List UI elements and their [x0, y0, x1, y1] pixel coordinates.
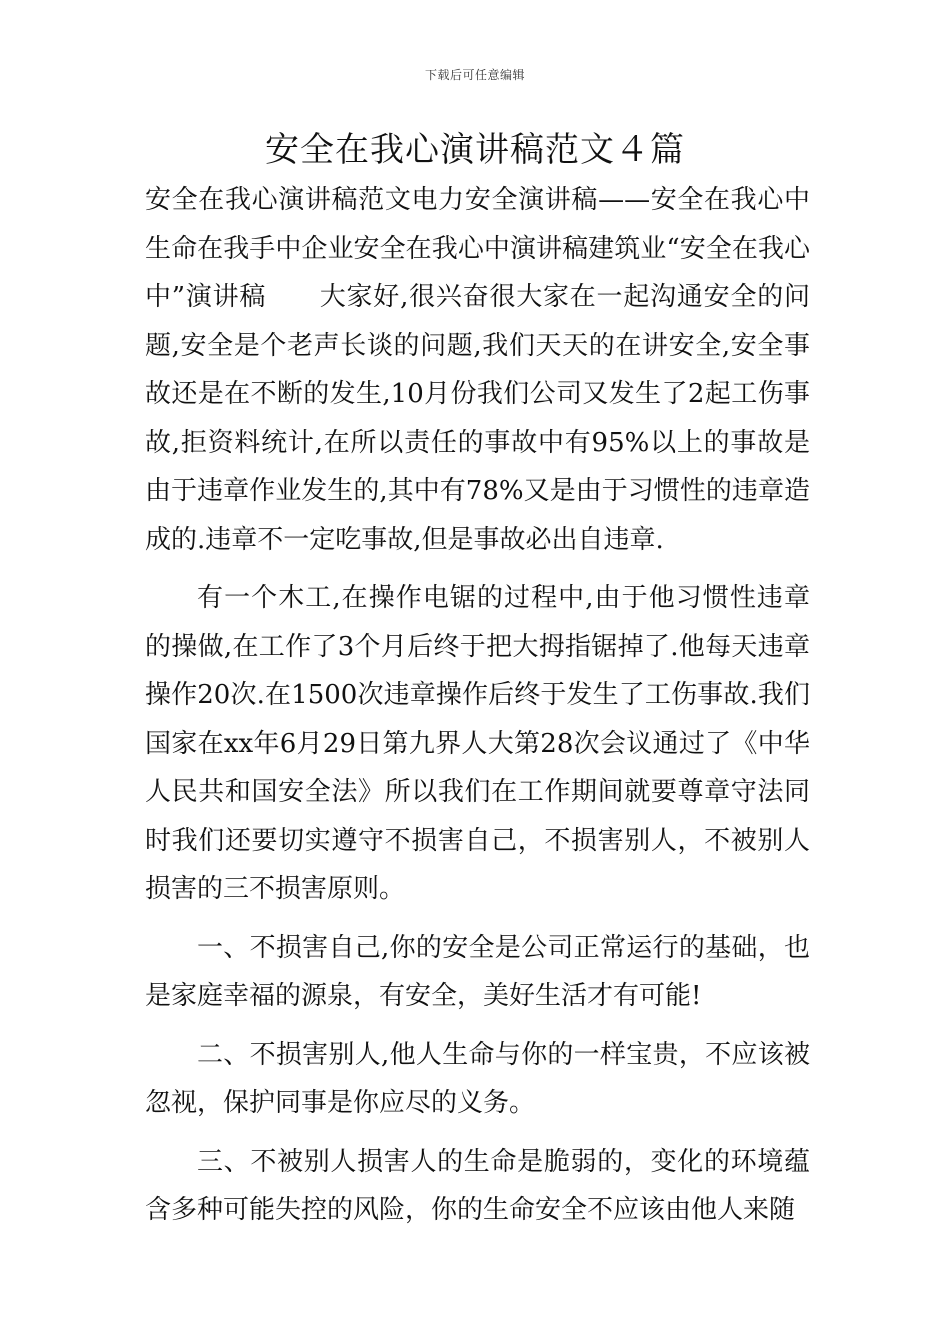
paragraph-principle-one: 一、不损害自己,你的安全是公司正常运行的基础，也是家庭幸福的源泉，有安全，美好生活才有可能!: [145, 932, 810, 1011]
paragraph-principle-two: 二、不损害别人,他人生命与你的一样宝贵，不应该被忽视，保护同事是你应尽的义务。: [145, 1039, 810, 1118]
document-title: 安全在我心演讲稿范文４篇: [265, 130, 685, 170]
header-note: 下载后可任意编辑: [424, 68, 525, 82]
paragraph-intro: 安全在我心演讲稿范文电力安全演讲稿——安全在我心中生命在我手中企业安全在我心中演讲稿建筑业“安全在我心中”演讲稿 大家好,很兴奋很大家在一起沟通安全的问题,安全是个老声长谈的问题,我们天天的在讲安全,安全事故还是在不断的发生,10月份我们公司又发生了2起工伤事故,拒资料统计,在所以责任的事故中有95%以上的事故是由于违章作业发生的,其中有78%又是由于习惯性的违章造成的.违章不一定吃事故,但是事故必出自违章.: [145, 185, 810, 555]
paragraph-principle-three: 三、不被别人损害人的生命是脆弱的，变化的环境蕴含多种可能失控的风险，你的生命安全不应该由他人来随: [145, 1146, 810, 1225]
document-body: [145, 176, 810, 1245]
paragraph-carpenter-story: 有一个木工,在操作电锯的过程中,由于他习惯性违章的操做,在工作了3个月后终于把大拇指锯掉了.他每天违章操作20次.在1500次违章操作后终于发生了工伤事故.我们国家在xx年6月29日第九界人大第28次会议通过了《中华人民共和国安全法》所以我们在工作期间就要尊章守法同时我们还要切实遵守不损害自己，不损害别人，不被别人损害的三不损害原则。: [145, 583, 810, 904]
